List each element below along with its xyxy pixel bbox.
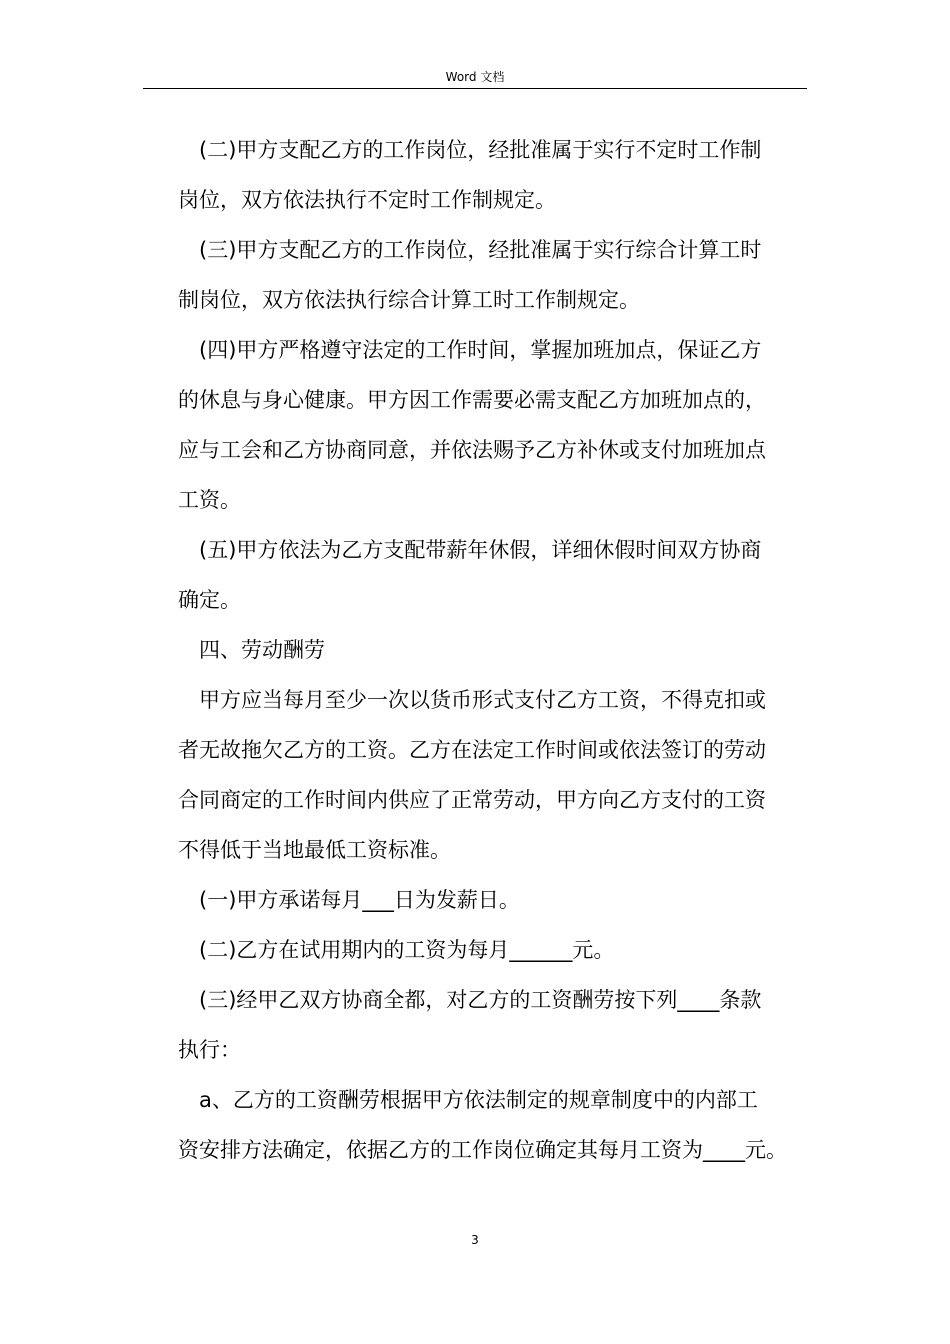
paragraph-line: 执行： (178, 1038, 241, 1062)
paragraph-line: (二)甲方支配乙方的工作岗位，经批准属于实行不定时工作制 (199, 138, 762, 162)
paragraph-line: (二)乙方在试用期内的工资为每月______元。 (199, 938, 615, 962)
document-body (178, 125, 818, 1175)
paragraph-line: 确定。 (178, 588, 241, 612)
paragraph-line: 甲方应当每月至少一次以货币形式支付乙方工资，不得克扣或 (199, 688, 766, 712)
paragraph-line: 工资。 (178, 488, 241, 512)
page-number: 3 (471, 1233, 479, 1247)
paragraph-line: 合同商定的工作时间内供应了正常劳动，甲方向乙方支付的工资 (178, 788, 766, 812)
paragraph-line: a、乙方的工资酬劳根据甲方依法制定的规章制度中的内部工 (199, 1088, 758, 1112)
paragraph-line: (三)甲方支配乙方的工作岗位，经批准属于实行综合计算工时 (199, 238, 762, 262)
paragraph-line: (四)甲方严格遵守法定的工作时间，掌握加班加点，保证乙方 (199, 338, 762, 362)
paragraph-line: 应与工会和乙方协商同意，并依法赐予乙方补休或支付加班加点 (178, 438, 766, 462)
paragraph-line: 的休息与身心健康。甲方因工作需要必需支配乙方加班加点的， (178, 388, 766, 412)
paragraph-line: (三)经甲乙双方协商全都，对乙方的工资酬劳按下列____条款 (199, 988, 762, 1012)
paragraph-line: 者无故拖欠乙方的工资。乙方在法定工作时间或依法签订的劳动 (178, 738, 766, 762)
paragraph-line: (五)甲方依法为乙方支配带薪年休假，详细休假时间双方协商 (199, 538, 762, 562)
paragraph-line: 资安排方法确定，依据乙方的工作岗位确定其每月工资为____元。 (178, 1138, 787, 1162)
paragraph-line: 制岗位，双方依法执行综合计算工时工作制规定。 (178, 288, 640, 312)
page-header (143, 66, 807, 89)
paragraph-line: (一)甲方承诺每月___日为发薪日。 (199, 888, 520, 912)
paragraph-line: 岗位，双方依法执行不定时工作制规定。 (178, 188, 556, 212)
section-heading: 四、劳动酬劳 (199, 638, 325, 662)
paragraph-line: 不得低于当地最低工资标准。 (178, 838, 451, 862)
header-title: Word 文档 (445, 70, 505, 84)
